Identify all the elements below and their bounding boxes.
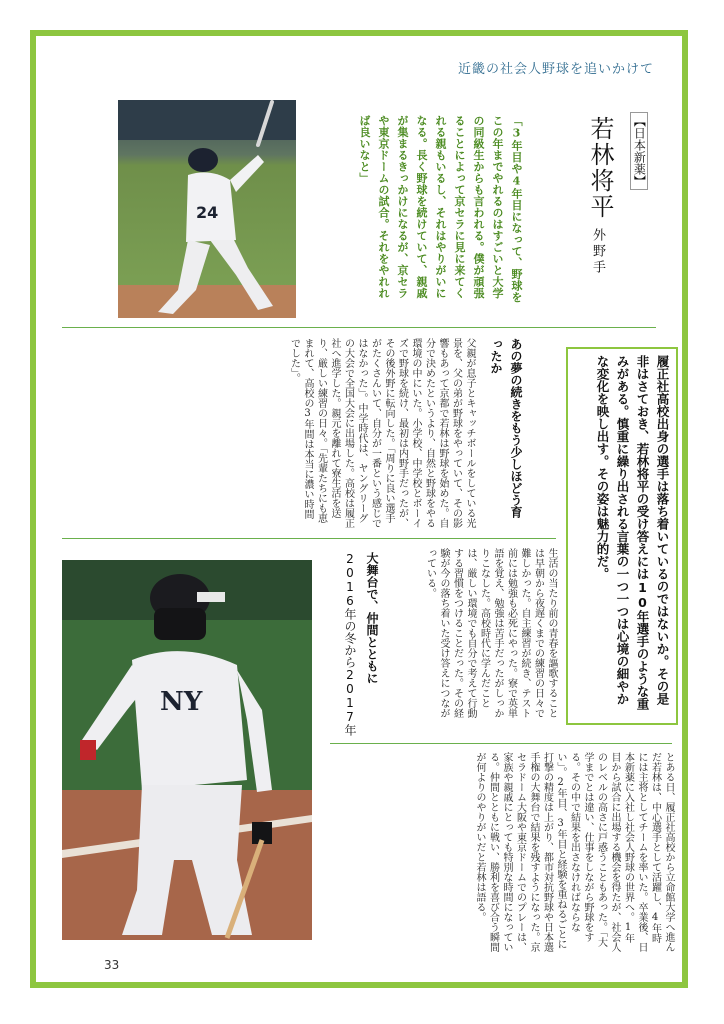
batting-photo-bottom: [62, 560, 312, 940]
section1-heading: あの夢の続きをもう少しほどう育ったか: [489, 338, 523, 518]
lead-box: 履正社高校出身の選手は落ち着いているのではないか。その是非はさておき、若林将平の受け答えには10年選手のような重みがある。慎重に繰り出される言葉の一つ一つは心境の細やかな変化を映し出す。その姿は魅力的だ。: [566, 347, 678, 725]
section2-body: とある日、履正社高校から立命館大学へ進んだ若林は、中心選手として活躍し、4年時には主将としてチームを率いた。卒業後、日本新薬に入社し社会人野球の世界へ。1年目から試合に出場する機会を得たが、社会人のレベルの高さに戸惑うこともあった。「大学までとは違い、仕事をしながら野球をする。その中で結果を出さなければならない」。2年目、3年目と経験を重ねるごとに打撃の精度は上がり、都市対抗野球や日本選手権の大舞台で結果を残すようになった。京セラドーム大阪や東京ドームでのプレーは、家族や親戚にとっても特別な時間になっている。仲間とともに戦い、勝利を喜び合う瞬間が何よりのやりがいだと若林は語る。: [474, 752, 674, 952]
svg-text:NY: NY: [160, 687, 203, 717]
svg-text:24: 24: [196, 203, 219, 222]
divider-bottom: [330, 743, 672, 744]
divider-top: [62, 327, 656, 328]
player-position: 外野手: [590, 228, 605, 276]
divider-mid: [62, 538, 556, 539]
section2-subheading: 2016年の冬から2017年: [343, 552, 357, 736]
player-quote: 「3年目や4年目になって、野球をこの年までやれるのはすごいと大学の同級生からも言われる。僕が頑張ることによって京セラに見に来てくれる親もいるし、それはやりがいになる。長く野球を続けていて、親戚が集まるきっかけになるが、京セラや東京ドームの試合。それをやれれば良いなと」: [358, 115, 523, 303]
section2-heading: 大舞台で、仲間とともに: [365, 552, 379, 684]
player-name: 若林将平: [586, 116, 614, 220]
batting-photo-top: [118, 100, 296, 318]
series-title: 近畿の社会人野球を追いかけて: [457, 62, 654, 77]
section1-body: 父親が息子とキャッチボールをしている光景を、父の弟が野球をやっていて、その影響もあって京都で若林は野球を始めた。自分で決めたというより、自然と野球をやる環境の中にいた。小学校、中学校とボーイズで野球を続け、最初は内野手だったが、その後外野に転向した。「周りに良い選手がたくさんいて、自分が一番という感じではなかった」。中学時代は、ヤングリーグの大会で全国大会に出場した。高校は履正社へ進学した。親元を離れて寮生活を送り、厳しい練習の日々。「先輩たちにも恵まれて、高校の3年間は本当に濃い時間でした」。: [288, 338, 475, 528]
page-number: 33: [104, 958, 120, 972]
team-tag: 【日本新薬】: [630, 112, 648, 190]
section1b-body: 生活の当たり前の青春を謳歌することは早朝から夜遅くまでの練習の日々で難しかった。自主練習が続き、テスト前には勉強も必死にやった。寮で英単語を覚え、勉強は苦手だったがしっかりこなした。高校時代に学んだことは、厳しい環境でも自分で考えて行動する習慣をつけることだった。その経験が今の落ち着いた受け答えにつながっている。: [424, 548, 557, 718]
